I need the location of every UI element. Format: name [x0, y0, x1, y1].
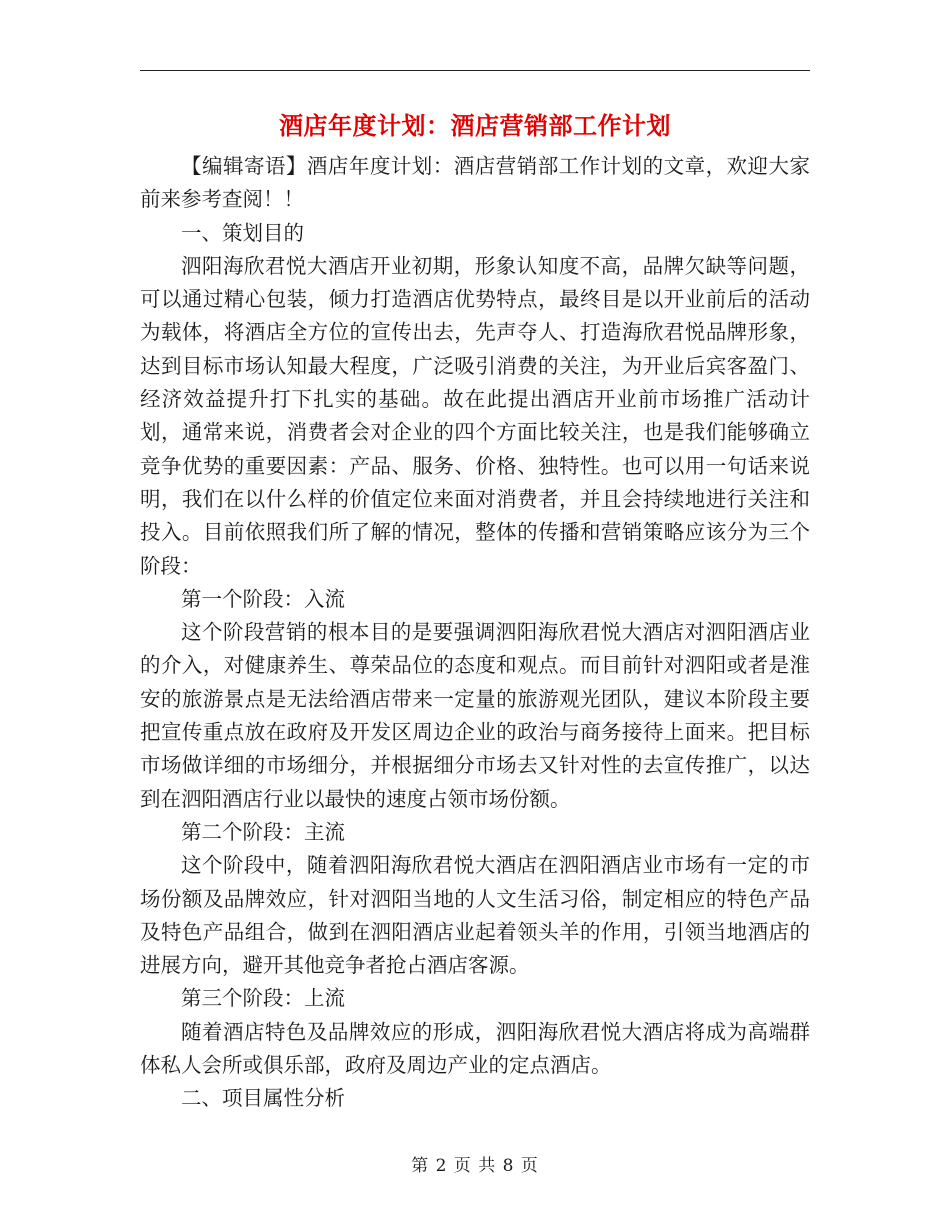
- paragraph-purpose: 泗阳海欣君悦大酒店开业初期，形象认知度不高，品牌欠缺等问题，可以通过精心包装，倾力打造酒店优势特点，最终目是以开业前后的活动为载体，将酒店全方位的宣传出去，先声夺人、打造海欣君悦品牌形象，达到目标市场认知最大程度，广泛吸引消费的关注，为开业后宾客盈门、经济效益提升打下扎实的基础。故在此提出酒店开业前市场推广活动计划，通常来说，消费者会对企业的四个方面比较关注，也是我们能够确立竞争优势的重要因素：产品、服务、价格、独特性。也可以用一句话来说明，我们在以什么样的价值定位来面对消费者，并且会持续地进行关注和投入。目前依照我们所了解的情况，整体的传播和营销策略应该分为三个阶段：: [140, 253, 810, 578]
- heading-stage-three: 第三个阶段：上流: [181, 986, 345, 1011]
- paragraph-stage-one: 这个阶段营销的根本目的是要强调泗阳海欣君悦大酒店对泗阳酒店业的介入，对健康养生、尊荣品位的态度和观点。而目前针对泗阳或者是淮安的旅游景点是无法给酒店带来一定量的旅游观光团队，建议本阶段主要把宣传重点放在政府及开发区周边企业的政治与商务接待上面来。把目标市场做详细的市场细分，并根据细分市场去又针对性的去宣传推广，以达到在泗阳酒店行业以最快的速度占领市场份额。: [140, 620, 810, 811]
- document-body: [140, 150, 810, 1116]
- heading-project-analysis: 二、项目属性分析: [181, 1086, 345, 1111]
- paragraph-stage-two: 这个阶段中，随着泗阳海欣君悦大酒店在泗阳酒店业市场有一定的市场份额及品牌效应，针对泗阳当地的人文生活习俗，制定相应的特色产品及特色产品组合，做到在泗阳酒店业起着领头羊的作用，引领当地酒店的进展方向，避开其他竞争者抢占酒店客源。: [140, 853, 810, 978]
- page-number: 第 2 页 共 8 页: [411, 1156, 539, 1176]
- header-rule: [140, 70, 810, 71]
- paragraph-stage-three: 随着酒店特色及品牌效应的形成，泗阳海欣君悦大酒店将成为高端群体私人会所或俱乐部，政府及周边产业的定点酒店。: [140, 1019, 810, 1078]
- heading-stage-two: 第二个阶段：主流: [181, 819, 345, 844]
- document-title: 酒店年度计划：酒店营销部工作计划: [279, 111, 671, 140]
- heading-stage-one: 第一个阶段：入流: [181, 586, 345, 611]
- heading-planning-purpose: 一、策划目的: [181, 220, 304, 245]
- paragraph-editor-note: 【编辑寄语】酒店年度计划：酒店营销部工作计划的文章，欢迎大家前来参考查阅！！: [140, 154, 810, 212]
